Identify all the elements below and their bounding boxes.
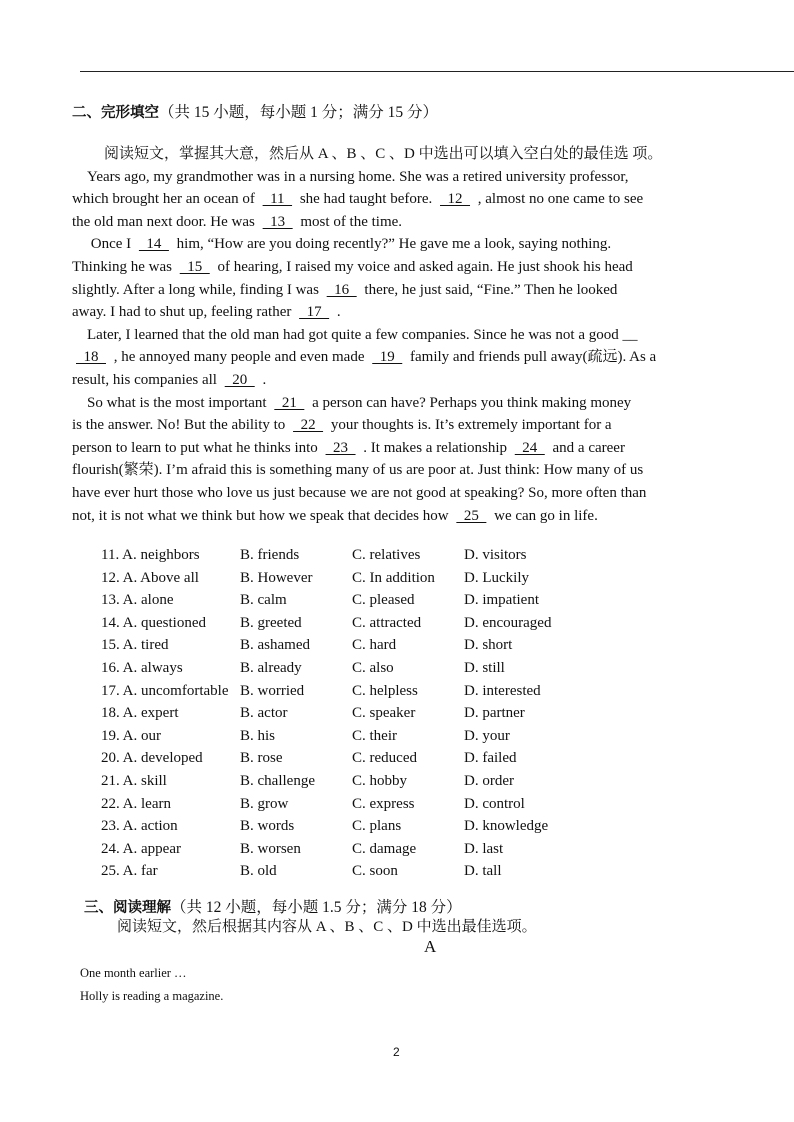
option-a: 23. A. action bbox=[101, 818, 178, 835]
blank-13: 13 bbox=[262, 213, 293, 230]
passage-line: which brought her an ocean of 11 she had taught before. 12 , almost no one came to see bbox=[72, 188, 732, 211]
passage-line: the old man next door. He was 13 most of the time. bbox=[72, 211, 732, 234]
section-3-title: 三、阅读理解 bbox=[84, 900, 171, 916]
blank-21: 21 bbox=[274, 394, 305, 411]
section-2-title: 二、完形填空 bbox=[72, 105, 159, 121]
section-2-heading bbox=[72, 100, 438, 122]
cloze-instruction: 阅读短文，掌握其大意，然后从 A 、B 、C 、D 中选出可以填入空白处的最佳选 项。 bbox=[104, 146, 663, 162]
option-c: C. In addition bbox=[352, 569, 435, 586]
reading-line-1: One month earlier … bbox=[80, 966, 187, 980]
blank-15: 15 bbox=[179, 258, 210, 275]
blank-22: 22 bbox=[293, 417, 324, 434]
passage-line: is the answer. No! But the ability to 22 your thoughts is. It’s extremely important for a bbox=[72, 414, 732, 437]
blank-16: 16 bbox=[326, 281, 357, 298]
blank-23: 23 bbox=[325, 439, 356, 456]
section-3-scoring: （共 12 小题，每小题 1.5 分；满分 18 分） bbox=[171, 899, 462, 916]
option-d: D. interested bbox=[464, 682, 541, 699]
option-row bbox=[101, 747, 581, 770]
option-d: D. partner bbox=[464, 705, 525, 722]
option-b: B. old bbox=[240, 863, 277, 880]
option-b: B. actor bbox=[240, 705, 288, 722]
blank-12: 12 bbox=[440, 191, 471, 208]
option-b: B. already bbox=[240, 659, 302, 676]
option-d: D. encouraged bbox=[464, 614, 552, 631]
option-a: 12. A. Above all bbox=[101, 569, 199, 586]
option-c: C. hobby bbox=[352, 772, 408, 789]
option-row bbox=[101, 725, 581, 748]
option-c: C. plans bbox=[352, 818, 402, 835]
option-row bbox=[101, 589, 581, 612]
option-b: B. grow bbox=[240, 795, 289, 812]
passage-line: Later, I learned that the old man had got quite a few companies. Since he was not a good __ bbox=[72, 326, 638, 343]
header-rule bbox=[80, 71, 794, 72]
blank-14: 14 bbox=[138, 236, 169, 253]
option-d: D. still bbox=[464, 659, 505, 676]
option-a: 18. A. expert bbox=[101, 705, 179, 722]
option-a: 22. A. learn bbox=[101, 795, 171, 812]
option-b: B. greeted bbox=[240, 614, 302, 631]
option-d: D. control bbox=[464, 795, 525, 812]
option-d: D. visitors bbox=[464, 547, 527, 563]
passage-line: 18 , he annoyed many people and even made 19 family and friends pull away(疏远). As a bbox=[72, 346, 732, 369]
blank-17: 17 bbox=[299, 304, 330, 321]
passage-line: So what is the most important 21 a person can have? Perhaps you think making money bbox=[72, 392, 732, 415]
option-row bbox=[101, 838, 581, 861]
option-row bbox=[101, 567, 581, 590]
passage-line: Once I 14 him, “How are you doing recently?” He gave me a look, saying nothing. bbox=[72, 233, 732, 256]
passage-line: Thinking he was 15 of hearing, I raised my voice and asked again. He just shook his head bbox=[72, 256, 732, 279]
option-a: 20. A. developed bbox=[101, 750, 203, 767]
option-row bbox=[101, 634, 581, 657]
option-b: B. words bbox=[240, 818, 295, 835]
blank-25: 25 bbox=[456, 507, 487, 524]
option-row bbox=[101, 680, 581, 703]
blank-19: 19 bbox=[372, 349, 403, 366]
option-b: B. worsen bbox=[240, 840, 301, 857]
blank-24: 24 bbox=[514, 439, 545, 456]
passage-line: person to learn to put what he thinks into 23 . It makes a relationship 24 and a career bbox=[72, 437, 732, 460]
option-d: D. Luckily bbox=[464, 569, 529, 586]
option-a: 11. A. neighbors bbox=[101, 547, 200, 563]
option-b: B. calm bbox=[240, 592, 287, 609]
option-c: C. their bbox=[352, 727, 397, 744]
option-a: 25. A. far bbox=[101, 863, 158, 880]
option-c: C. attracted bbox=[352, 614, 422, 631]
option-row bbox=[101, 612, 581, 635]
option-b: B. However bbox=[240, 569, 313, 586]
option-b: B. rose bbox=[240, 750, 283, 767]
passage-line: away. I had to shut up, feeling rather 17 . bbox=[72, 301, 732, 324]
option-c: C. relatives bbox=[352, 547, 421, 563]
option-b: B. his bbox=[240, 727, 276, 744]
option-row bbox=[101, 770, 581, 793]
option-c: C. hard bbox=[352, 637, 397, 654]
blank-11: 11 bbox=[262, 191, 293, 208]
option-c: C. soon bbox=[352, 863, 398, 880]
option-c: C. express bbox=[352, 795, 415, 812]
option-a: 21. A. skill bbox=[101, 772, 167, 789]
page-number: 2 bbox=[393, 1045, 400, 1059]
passage-letter: A bbox=[424, 937, 437, 956]
option-a: 19. A. our bbox=[101, 727, 161, 744]
blank-20: 20 bbox=[224, 371, 255, 388]
passage-line: result, his companies all 20 . bbox=[72, 369, 732, 392]
option-b: B. ashamed bbox=[240, 637, 310, 654]
option-row bbox=[101, 860, 581, 883]
option-row bbox=[101, 657, 581, 680]
option-c: C. reduced bbox=[352, 750, 417, 767]
option-c: C. speaker bbox=[352, 705, 416, 722]
option-d: D. failed bbox=[464, 750, 517, 767]
passage-line: not, it is not what we think but how we speak that decides how 25 we can go in life. bbox=[72, 505, 732, 528]
option-c: C. pleased bbox=[352, 592, 415, 609]
option-d: D. short bbox=[464, 637, 513, 654]
option-d: D. your bbox=[464, 727, 510, 744]
passage-line: slightly. After a long while, finding I was 16 there, he just said, “Fine.” Then he looked bbox=[72, 279, 732, 302]
option-d: D. order bbox=[464, 772, 514, 789]
section-3-heading bbox=[84, 895, 462, 917]
option-d: D. knowledge bbox=[464, 818, 549, 835]
option-a: 14. A. questioned bbox=[101, 614, 206, 631]
option-d: D. impatient bbox=[464, 592, 539, 609]
option-d: D. tall bbox=[464, 863, 502, 880]
option-row bbox=[101, 544, 581, 567]
section-2-scoring: （共 15 小题，每小题 1 分；满分 15 分） bbox=[159, 104, 439, 121]
passage-line: Years ago, my grandmother was in a nursing home. She was a retired university professor, bbox=[72, 168, 629, 185]
option-a: 16. A. always bbox=[101, 659, 183, 676]
option-b: B. worried bbox=[240, 682, 305, 699]
reading-line-2: Holly is reading a magazine. bbox=[80, 989, 224, 1003]
option-c: C. damage bbox=[352, 840, 417, 857]
option-d: D. last bbox=[464, 840, 504, 857]
options-list bbox=[101, 544, 581, 883]
option-a: 13. A. alone bbox=[101, 592, 174, 609]
passage-line: have ever hurt those who love us just because we are not good at speaking? So, more often than bbox=[72, 484, 647, 501]
option-row bbox=[101, 702, 581, 725]
cloze-passage bbox=[72, 143, 732, 527]
passage-lines bbox=[72, 166, 732, 528]
option-c: C. helpless bbox=[352, 682, 418, 699]
passage-line: flourish(繁荣). I’m afraid this is something many of us are poor at. Just think: How many of us bbox=[72, 462, 644, 479]
option-a: 15. A. tired bbox=[101, 637, 169, 654]
option-b: B. challenge bbox=[240, 772, 315, 789]
blank-18: 18 bbox=[76, 349, 106, 366]
option-c: C. also bbox=[352, 659, 394, 676]
option-b: B. friends bbox=[240, 547, 300, 563]
option-row bbox=[101, 793, 581, 816]
option-a: 17. A. uncomfortable bbox=[101, 682, 229, 699]
option-row bbox=[101, 815, 581, 838]
option-a: 24. A. appear bbox=[101, 840, 181, 857]
section-3-instruction: 阅读短文，然后根据其内容从 A 、B 、C 、D 中选出最佳选项。 bbox=[117, 919, 537, 935]
